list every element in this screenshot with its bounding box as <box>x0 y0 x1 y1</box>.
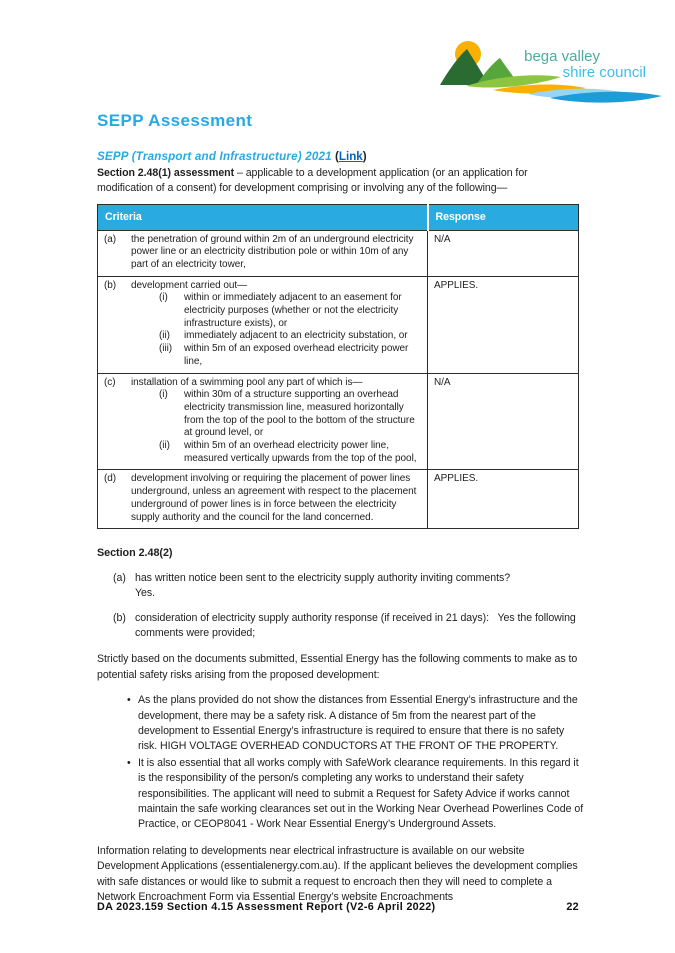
table-row <box>98 230 579 276</box>
item-letter: (b) <box>113 611 126 624</box>
logo-text-line1: bega valley <box>524 48 600 65</box>
council-logo-graphic <box>438 40 666 106</box>
response-cell: N/A <box>428 373 579 470</box>
page-number: 22 <box>566 901 579 913</box>
item-a-answer: Yes. <box>135 587 156 600</box>
sepp-policy-title: SEPP (Transport and Infrastructure) 2021 <box>97 150 332 163</box>
row-letter: (d) <box>104 473 117 485</box>
assessment-table <box>97 204 579 529</box>
row-letter: (a) <box>104 233 117 245</box>
criteria-text: installation of a swimming pool any part of which is— <box>131 376 363 388</box>
intro-bold-text: Section 2.48(1) assessment <box>97 167 235 179</box>
criteria-cell <box>98 276 428 373</box>
criteria-subitem <box>159 330 421 343</box>
subitem-text: within 5m of an exposed overhead electricity power line, <box>184 343 409 367</box>
subitem-text: within 5m of an overhead electricity power line, measured vertically upwards from the top of the pool, <box>184 440 417 464</box>
subitem-text: within 30m of a structure supporting an overhead electricity transmission line, measured horizontally from the top of the pool to the bottom of the structure at ground level, or <box>184 389 415 439</box>
subitem-number: (iii) <box>159 343 173 355</box>
page-title: SEPP Assessment <box>97 111 253 130</box>
table-header-row <box>98 204 579 230</box>
criteria-subitem <box>159 343 421 368</box>
criteria-cell <box>98 373 428 470</box>
criteria-subitem <box>159 440 421 465</box>
subitem-text: within or immediately adjacent to an easement for electricity purposes (whether or not the electricity infrastructure exists), or <box>184 292 402 329</box>
criteria-text: development involving or requiring the placement of power lines underground, unless an agreement with respect to the placement underground of power lines is in force between the electricity supply authority and the council for the land concerned. <box>131 473 417 523</box>
table-row <box>98 470 579 529</box>
info-paragraph: Information relating to developments near electrical infrastructure is available on our website Development Applications (essentialenergy.com.au). If the applicant believes the development complies with safe distances or would like to submit a request to encroach then they will need to complete a Network Encroachment Form via Essential Energy’s website Encroachments <box>97 844 578 903</box>
bullet-text: • As the plans provided do not show the distances from Essential Energy’s infrastructure and the development, there may be a safety risk. A distance of 5m from the nearest part of the development to Essential Energy’s infrastructure is required to ensure that there is no safety risk. HIGH VOLTAGE OVERHEAD CONDUCTORS AT THE FRONT OF THE PROPERTY. <box>138 694 578 753</box>
row-letter: (b) <box>104 279 117 291</box>
page-footer <box>97 901 579 913</box>
strictly-paragraph: Strictly based on the documents submitted, Essential Energy has the following comments to make as to potential safety risks arising from the proposed development: <box>97 653 578 681</box>
table-row <box>98 373 579 470</box>
subitem-number: (i) <box>159 292 168 304</box>
link-open-paren: ( <box>331 150 339 163</box>
criteria-text: the penetration of ground within 2m of an underground electricity power line or an electricity distribution pole or within 10m of any part of an electricity tower, <box>131 233 414 270</box>
row-letter: (c) <box>104 376 116 388</box>
sepp-link[interactable]: Link <box>338 150 363 163</box>
bullet-item <box>97 756 584 833</box>
table-header-response: Response <box>428 204 579 230</box>
council-logo <box>438 40 666 106</box>
link-close-paren: ) <box>362 150 367 163</box>
footer-report-title: DA 2023.159 Section 4.15 Assessment Report (V2-6 April 2022) <box>97 901 436 913</box>
response-cell: N/A <box>428 230 579 276</box>
criteria-text: development carried out— <box>131 279 248 291</box>
item-a-question: has written notice been sent to the electricity supply authority inviting comments? <box>135 571 511 584</box>
criteria-cell <box>98 230 428 276</box>
policy-subheading <box>97 150 584 163</box>
intro-rest-text: – applicable to a development application (or an application for modification of a consent) for development comprising or involving any of the following— <box>97 167 528 195</box>
subitem-number: (i) <box>159 389 168 401</box>
response-cell: APPLIES. <box>428 470 579 529</box>
subitem-text: immediately adjacent to an electricity substation, or <box>184 330 408 342</box>
item-letter: (a) <box>113 571 126 584</box>
bullet-item <box>97 693 584 755</box>
bullet-text: • It is also essential that all works comply with SafeWork clearance requirements. In this regard it is the responsibility of the person/s completing any works to understand their safety responsibilities. The applicant will need to submit a Request for Safety Advice if works cannot maintain the safe working clearances set out in the Working Near Overhead Powerlines Code of Practice, or CEOP8041 - Work Near Essential Energy’s Underground Assets. <box>138 756 584 831</box>
subitem-number: (ii) <box>159 440 170 452</box>
logo-text-line2: shire council <box>562 64 646 81</box>
criteria-cell <box>98 470 428 529</box>
section-2-48-2-heading: Section 2.48(2) <box>97 547 173 560</box>
section-item-a <box>97 571 584 602</box>
intro-paragraph <box>97 166 584 197</box>
comments-bullet-list <box>97 693 584 833</box>
criteria-subitem <box>159 389 421 440</box>
response-cell: APPLIES. <box>428 276 579 373</box>
table-row <box>98 276 579 373</box>
criteria-subitem <box>159 292 421 330</box>
section-item-b <box>97 611 584 642</box>
item-b-text: consideration of electricity supply authority response (if received in 21 days): Yes the following comments were provided; <box>135 611 579 639</box>
subitem-number: (ii) <box>159 330 170 342</box>
table-header-criteria: Criteria <box>98 204 428 230</box>
